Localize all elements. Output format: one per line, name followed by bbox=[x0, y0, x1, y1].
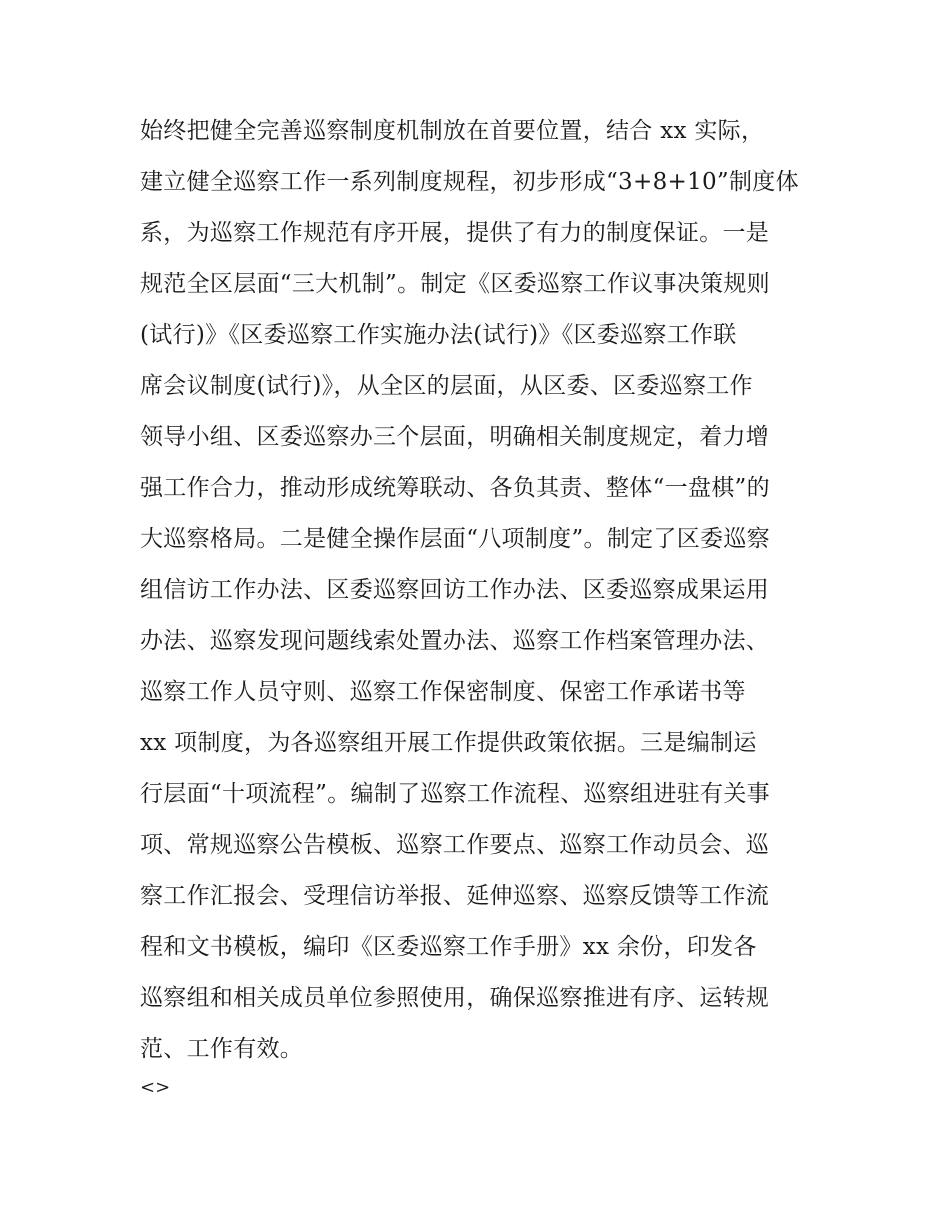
text-line-13: xx 项制度，为各巡察组开展工作提供政策依据。三是编制运 bbox=[140, 730, 757, 756]
text-line-4: 规范全区层面“三大机制”。制定《区委巡察工作议事决策规则 bbox=[140, 271, 770, 297]
text-line-3: 系，为巡察工作规范有序开展，提供了有力的制度保证。一是 bbox=[140, 220, 770, 246]
text-line-5: (试行)》《区委巡察工作实施办法(试行)》《区委巡察工作联 bbox=[140, 322, 737, 348]
text-line-7: 领导小组、区委巡察办三个层面，明确相关制度规定，着力增 bbox=[140, 424, 770, 450]
text-line-8: 强工作合力，推动形成统筹联动、各负其责、整体“一盘棋”的 bbox=[140, 475, 770, 501]
text-line-1: 始终把健全完善巡察制度机制放在首要位置，结合 xx 实际， bbox=[140, 118, 765, 144]
text-line-2: 建立健全巡察工作一系列制度规程，初步形成“3+8+10”制度体 bbox=[140, 169, 799, 195]
text-line-17: 程和文书模板，编印《区委巡察工作手册》xx 余份，印发各 bbox=[140, 934, 757, 960]
text-line-16: 察工作汇报会、受理信访举报、延伸巡察、巡察反馈等工作流 bbox=[140, 883, 770, 909]
text-line-10: 组信访工作办法、区委巡察回访工作办法、区委巡察成果运用 bbox=[140, 577, 770, 603]
text-line-18: 巡察组和相关成员单位参照使用，确保巡察推进有序、运转规 bbox=[140, 985, 770, 1011]
text-line-15: 项、常规巡察公告模板、巡察工作要点、巡察工作动员会、巡 bbox=[140, 832, 770, 858]
text-line-9: 大巡察格局。二是健全操作层面“八项制度”。制定了区委巡察 bbox=[140, 526, 770, 552]
text-line-6: 席会议制度(试行)》，从全区的层面，从区委、区委巡察工作 bbox=[140, 373, 753, 399]
body-paragraph bbox=[140, 106, 830, 1075]
text-line-19: 范、工作有效。 bbox=[140, 1036, 304, 1062]
footer-mark: <> bbox=[140, 1077, 171, 1098]
text-line-12: 巡察工作人员守则、巡察工作保密制度、保密工作承诺书等 bbox=[140, 679, 746, 705]
text-line-14: 行层面“十项流程”。编制了巡察工作流程、巡察组进驻有关事 bbox=[140, 781, 770, 807]
text-line-11: 办法、巡察发现问题线索处置办法、巡察工作档案管理办法、 bbox=[140, 628, 770, 654]
